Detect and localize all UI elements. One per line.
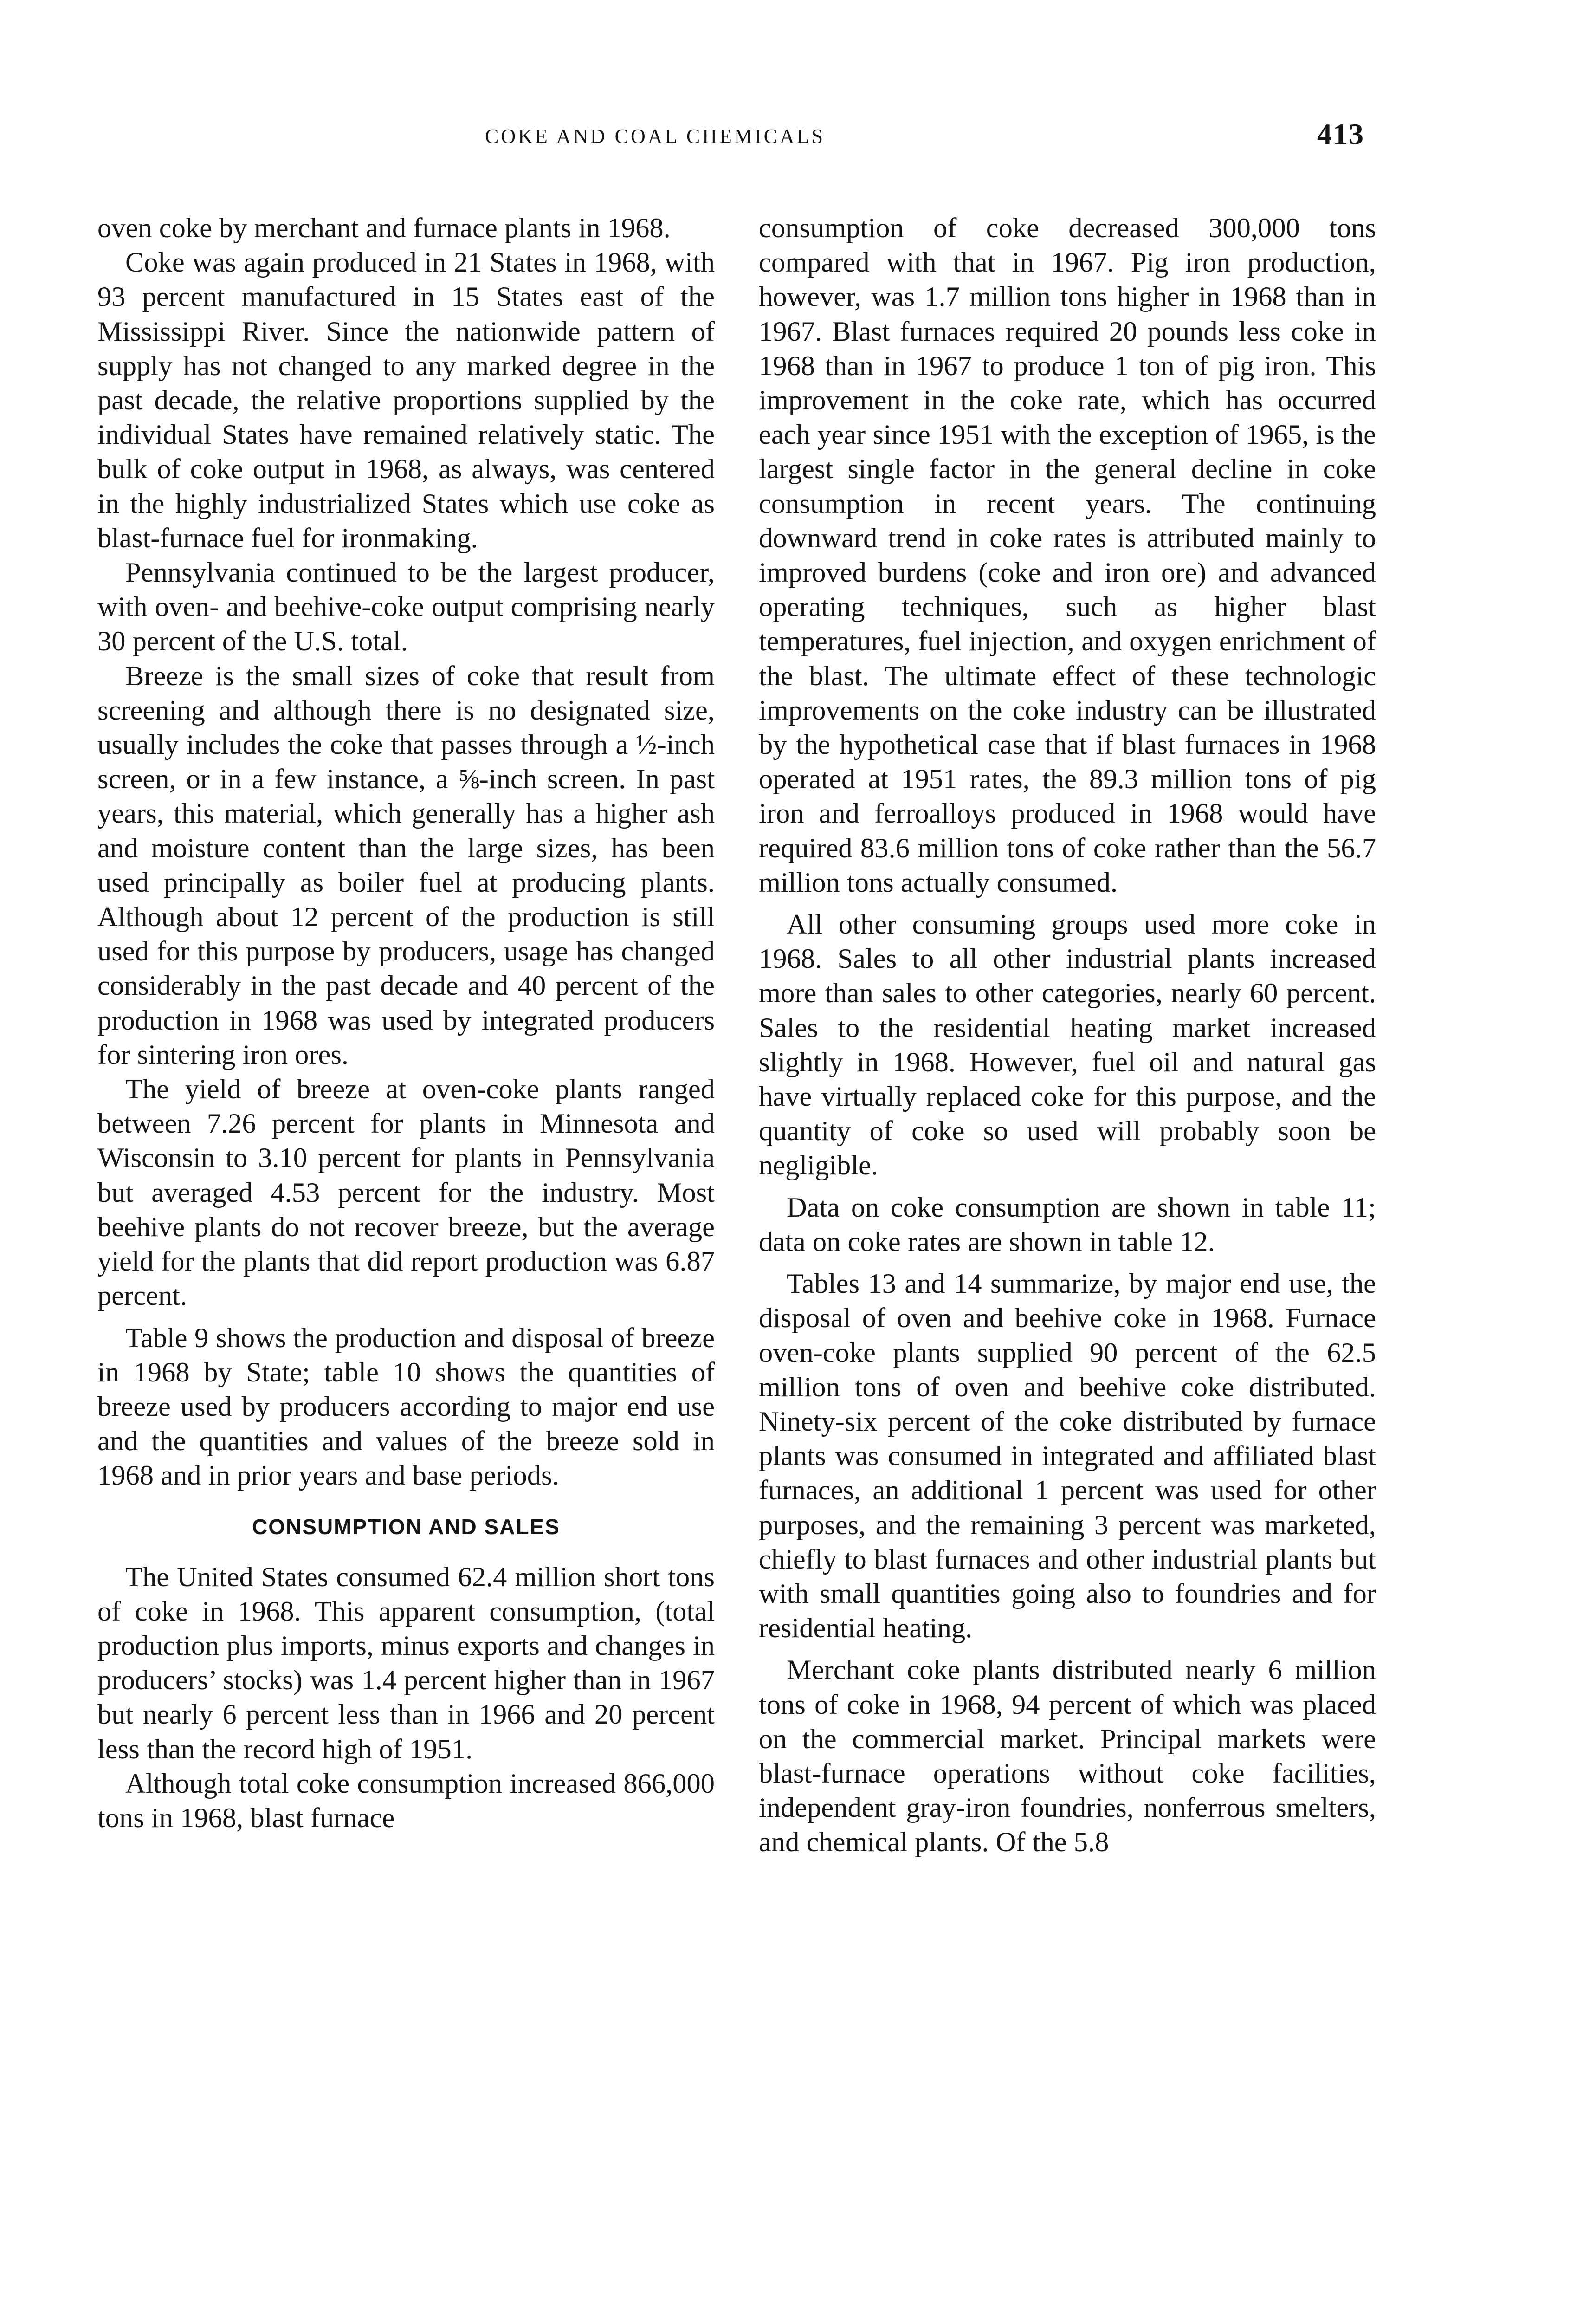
paragraph: The yield of breeze at oven-coke plants ranged between 7.26 percent for plants in Minnesota and Wisconsin to 3.10 percent for plants in Pennsylvania but averaged 4.53 percent for the industry. Most beehive plants do not recover breeze, but the average yield for the plants that did report production was 6.87 percent.: [97, 1074, 715, 1312]
paragraph: Breeze is the small sizes of coke that result from screening and although there is no designated size, usually includes the coke that passes through a ½-inch screen, or in a few instance, a ⅝-inch screen. In past years, this material, which generally has a higher ash and moisture content than the large sizes, has been used principally as boiler fuel at producing plants. Although about 12 percent of the production is still used for this purpose by producers, usage has changed considerably in the past decade and 40 percent of the production in 1968 was used by integrated producers for sintering iron ores.: [97, 660, 715, 1070]
paragraph: oven coke by merchant and furnace plants in 1968.: [97, 213, 671, 244]
left-column: [97, 211, 715, 1835]
right-column: [759, 211, 1376, 1860]
paragraph: Although total coke consumption increased 866,000 tons in 1968, blast furnace: [97, 1768, 715, 1834]
page-number: 413: [1317, 117, 1364, 150]
paragraph: Data on coke consumption are shown in table 11; data on coke rates are shown in table 12.: [759, 1192, 1376, 1258]
paragraph: Tables 13 and 14 summarize, by major end use, the disposal of oven and beehive coke in 1968. Furnace oven-coke plants supplied 90 percent of the 62.5 million tons of oven and beehive coke distributed. Ninety-six percent of the coke distributed by furnace plants was consumed in integrated and affiliated blast furnaces, an additional 1 percent was used for other purposes, and the remaining 3 percent was marketed, chiefly to blast furnaces and other industrial plants but with small quantities going also to foundries and for residential heating.: [759, 1268, 1376, 1644]
paragraph: consumption of coke decreased 300,000 tons compared with that in 1967. Pig iron production, however, was 1.7 million tons higher in 1968 than in 1967. Blast furnaces required 20 pounds less coke in 1968 than in 1967 to produce 1 ton of pig iron. This improvement in the coke rate, which has occurred each year since 1951 with the exception of 1965, is the largest single factor in the general decline in coke consumption in recent years. The continuing downward trend in coke rates is attributed mainly to improved burdens (coke and iron ore) and advanced operating techniques, such as higher blast temperatures, fuel injection, and oxygen enrichment of the blast. The ultimate effect of these technologic improvements on the coke industry can be illustrated by the hypothetical case that if blast furnaces in 1968 operated at 1951 rates, the 89.3 million tons of pig iron and ferroalloys produced in 1968 would have required 83.6 million tons of coke rather than the 56.7 million tons actually consumed.: [759, 213, 1376, 898]
paragraph: The United States consumed 62.4 million short tons of coke in 1968. This apparent consumption, (total production plus imports, minus exports and changes in producers’ stocks) was 1.4 percent higher than in 1967 but nearly 6 percent less than in 1966 and 20 percent less than the record high of 1951.: [97, 1561, 715, 1765]
paragraph: Coke was again produced in 21 States in 1968, with 93 percent manufactured in 15 States east of the Mississippi River. Since the nationwide pattern of supply has not changed to any marked degree in the past decade, the relative proportions supplied by the individual States have remained relatively static. The bulk of coke output in 1968, as always, was centered in the highly industrialized States which use coke as blast-furnace fuel for ironmaking.: [97, 247, 715, 554]
paragraph: Table 9 shows the production and disposal of breeze in 1968 by State; table 10 shows the quantities of breeze used by producers according to major end use and the quantities and values of the breeze sold in 1968 and in prior years and base periods.: [97, 1322, 715, 1491]
section-heading: CONSUMPTION AND SALES: [252, 1514, 560, 1539]
paragraph: All other consuming groups used more coke in 1968. Sales to all other industrial plants increased more than sales to other categories, nearly 60 percent. Sales to the residential heating market increased slightly in 1968. However, fuel oil and natural gas have virtually replaced coke for this purpose, and the quantity of coke so used will probably soon be negligible.: [759, 909, 1376, 1181]
paragraph: Merchant coke plants distributed nearly 6 million tons of coke in 1968, 94 percent of which was placed on the commercial market. Principal markets were blast-furnace operations without coke facilities, independent gray-iron foundries, nonferrous smelters, and chemical plants. Of the 5.8: [759, 1654, 1376, 1858]
paragraph: Pennsylvania continued to be the largest producer, with oven- and beehive-coke output comprising nearly 30 percent of the U.S. total.: [97, 557, 715, 657]
running-head: COKE AND COAL CHEMICALS: [485, 125, 826, 148]
